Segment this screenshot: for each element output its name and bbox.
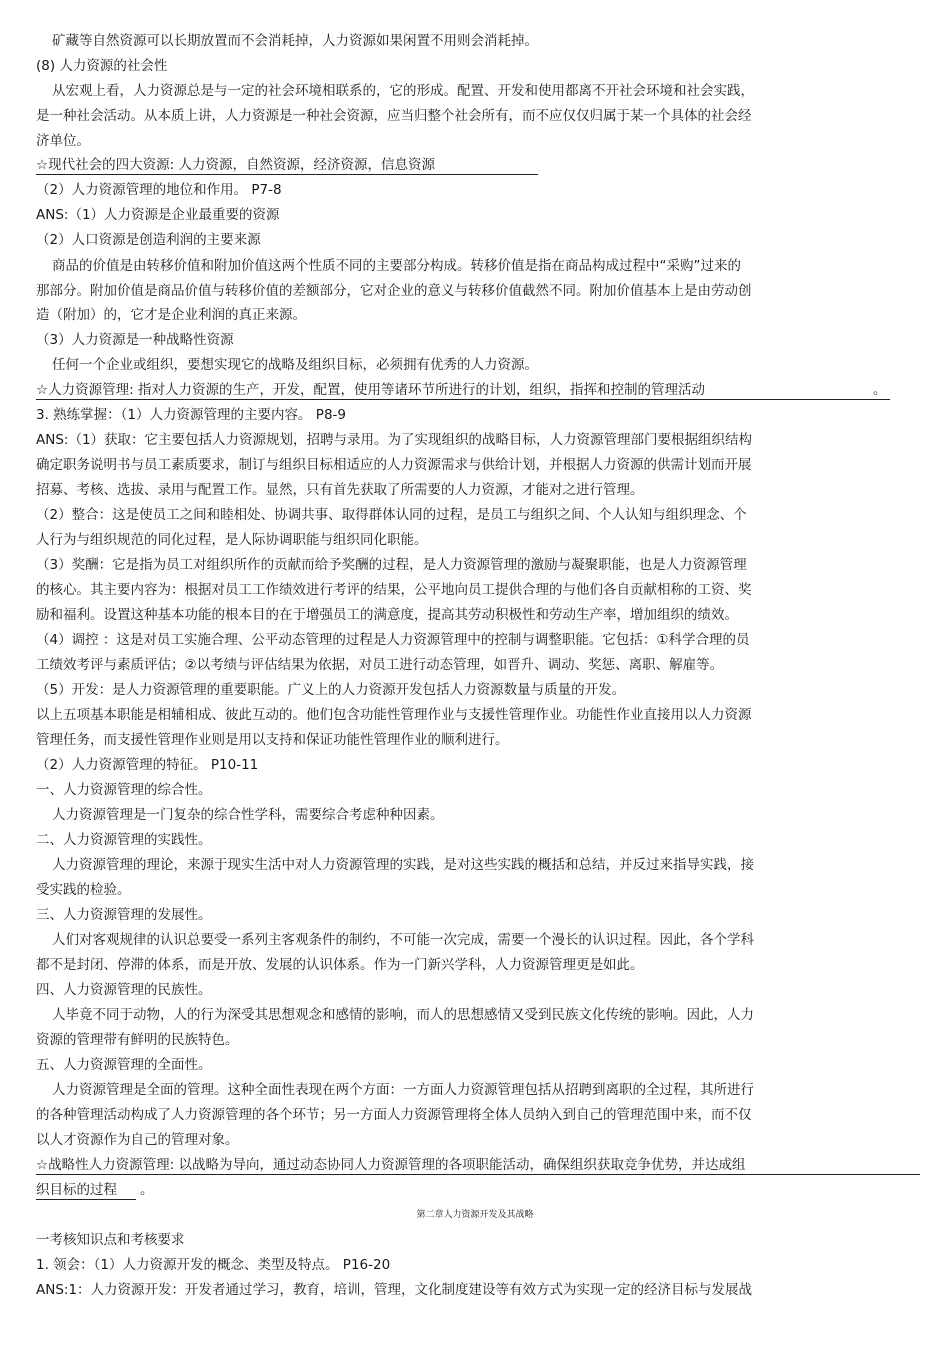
trailing-period: 。	[873, 382, 887, 398]
question-heading: （2）人力资源管理的特征。 P10-11	[36, 757, 259, 773]
text-line: 是一种社会活动。从本质上讲，人力资源是一种社会资源，应当归整个社会所有，而不应仅仅归属于某一个具体的社会经	[36, 108, 752, 124]
section-heading: 二、人力资源管理的实践性。	[36, 832, 212, 848]
text-line: 以人才资源作为自己的管理对象。	[36, 1132, 239, 1148]
section-heading: (8) 人力资源的社会性	[36, 58, 168, 74]
text-line: 造（附加）的，它才是企业利润的真正来源。	[36, 307, 306, 323]
text-line: （2）人口资源是创造利润的主要来源	[36, 232, 261, 248]
text-line: 管理任务，而支援性管理作业则是用以支持和保证功能性管理作业的顺利进行。	[36, 732, 509, 748]
text-line: 济单位。	[36, 133, 90, 149]
key-definition: ☆战略性人力资源管理: 以战略为导向，通过动态协同人力资源管理的各项职能活动，确保组织获取竞争优势，并达成组	[36, 1156, 920, 1175]
text-line: 那部分。附加价值是商品价值与转移价值的差额部分，它对企业的意义与转移价值截然不同。附加价值基本上是由劳动创	[36, 283, 752, 299]
section-heading: 一、人力资源管理的综合性。	[36, 782, 212, 798]
text-line: 矿藏等自然资源可以长期放置而不会消耗掉，人力资源如果闲置不用则会消耗掉。	[52, 33, 538, 49]
answer-line: ANS:（1）人力资源是企业最重要的资源	[36, 207, 280, 223]
section-heading: 五、人力资源管理的全面性。	[36, 1057, 212, 1073]
text-line: 招募、考核、选拔、录用与配置工作。显然，只有首先获取了所需要的人力资源，才能对之进行管理。	[36, 482, 644, 498]
trailing-period: 。	[140, 1182, 154, 1198]
text-line: 的核心。其主要内容为：根据对员工工作绩效进行考评的结果，公平地向员工提供合理的与他们各自贡献相称的工资、奖	[36, 582, 752, 598]
section-heading: 一考核知识点和考核要求	[36, 1232, 185, 1248]
key-definition: ☆现代社会的四大资源: 人力资源，自然资源，经济资源，信息资源	[36, 156, 538, 175]
question-heading: 1. 领会：（1）人力资源开发的概念、类型及特点。 P16-20	[36, 1257, 391, 1273]
text-line: （5）开发：是人力资源管理的重要职能。广义上的人力资源开发包括人力资源数量与质量的开发。	[36, 682, 626, 698]
text-line: 人们对客观规律的认识总要受一系列主客观条件的制约，不可能一次完成，需要一个漫长的认识过程。因此，各个学科	[52, 932, 754, 948]
text-line: 人力资源管理的理论，来源于现实生活中对人力资源管理的实践，是对这些实践的概括和总结，并反过来指导实践，接	[52, 857, 754, 873]
text-line: 工绩效考评与素质评估；②以考绩与评估结果为依据，对员工进行动态管理，如晋升、调动、奖惩、离职、解雇等。	[36, 657, 724, 673]
text-line: 人行为与组织规范的同化过程，是人际协调职能与组织同化职能。	[36, 532, 428, 548]
question-heading: 3. 熟练掌握：（1）人力资源管理的主要内容。 P8-9	[36, 407, 346, 423]
text-line: 商品的价值是由转移价值和附加价值这两个性质不同的主要部分构成。转移价值是指在商品构成过程中“采购”过来的	[52, 258, 741, 274]
text-line: 人力资源管理是一门复杂的综合性学科，需要综合考虑种种因素。	[52, 807, 444, 823]
text-line: （4）调控 ：这是对员工实施合理、公平动态管理的过程是人力资源管理中的控制与调整职能。它包括：①科学合理的员	[36, 632, 750, 648]
answer-line: ANS:1：人力资源开发：开发者通过学习，教育，培训，管理，文化制度建设等有效方式为实现一定的经济目标与发展战	[36, 1282, 753, 1298]
text-line: 人力资源管理是全面的管理。这种全面性表现在两个方面：一方面人力资源管理包括从招聘到离职的全过程，其所进行	[52, 1082, 754, 1098]
text-line: 受实践的检验。	[36, 882, 131, 898]
text-line: 资源的管理带有鲜明的民族特色。	[36, 1032, 239, 1048]
text-line: 励和福利。设置这种基本功能的根本目的在于增强员工的满意度，提高其劳动积极性和劳动生产率，增加组织的绩效。	[36, 607, 738, 623]
text-line: （2）整合：这是使员工之间和睦相处、协调共事、取得群体认同的过程，是员工与组织之间、个人认知与组织理念、个	[36, 507, 747, 523]
chapter-title: 第二章人力资源开发及其战略	[416, 1210, 534, 1220]
text-line: 都不是封闭、停滞的体系，而是开放、发展的认识体系。作为一门新兴学科，人力资源管理更是如此。	[36, 957, 644, 973]
answer-line: ANS:（1）获取：它主要包括人力资源规划，招聘与录用。为了实现组织的战略目标，人力资源管理部门要根据组织结构	[36, 432, 753, 448]
key-definition-continued: 织目标的过程	[36, 1181, 136, 1200]
text-line: 人毕竟不同于动物，人的行为深受其思想观念和感情的影响，而人的思想感情又受到民族文化传统的影响。因此，人力	[52, 1007, 754, 1023]
section-heading: 四、人力资源管理的民族性。	[36, 982, 212, 998]
text-line: 任何一个企业或组织，要想实现它的战略及组织目标，必须拥有优秀的人力资源。	[52, 357, 538, 373]
key-definition: ☆人力资源管理: 指对人力资源的生产，开发，配置，使用等诸环节所进行的计划，组织，指挥和控制的管理活动	[36, 381, 890, 400]
section-heading: 三、人力资源管理的发展性。	[36, 907, 212, 923]
text-line: 确定职务说明书与员工素质要求，制订与组织目标相适应的人力资源需求与供给计划，并根据人力资源的供需计划而开展	[36, 457, 752, 473]
text-line: （3）奖酬：它是指为员工对组织所作的贡献而给予奖酬的过程，是人力资源管理的激励与凝聚职能，也是人力资源管理	[36, 557, 747, 573]
text-line: 以上五项基本职能是相辅相成、彼此互动的。他们包含功能性管理作业与支援性管理作业。功能性作业直接用以人力资源	[36, 707, 752, 723]
text-line: 从宏观上看，人力资源总是与一定的社会环境相联系的，它的形成。配置、开发和使用都离不开社会环境和社会实践，	[52, 83, 754, 99]
question-heading: （2）人力资源管理的地位和作用。 P7-8	[36, 182, 282, 198]
text-line: 的各种管理活动构成了人力资源管理的各个环节；另一方面人力资源管理将全体人员纳入到自己的管理范围中来，而不仅	[36, 1107, 752, 1123]
text-line: （3）人力资源是一种战略性资源	[36, 332, 234, 348]
